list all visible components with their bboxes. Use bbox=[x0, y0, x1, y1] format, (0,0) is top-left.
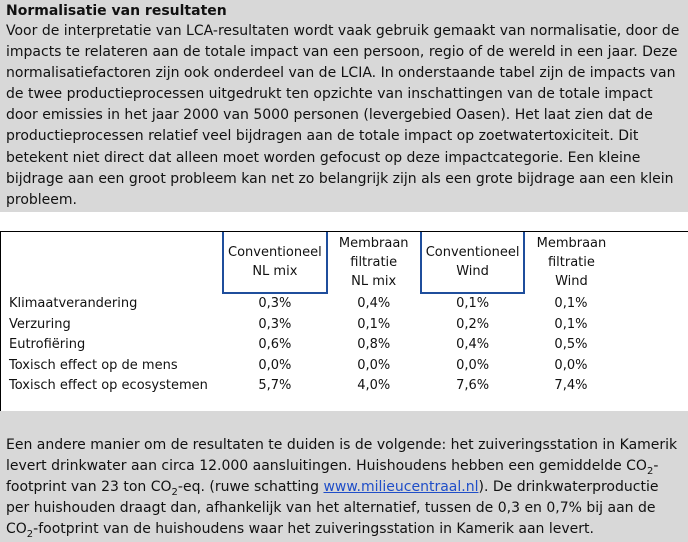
table-cell: 0,5% bbox=[554, 337, 588, 352]
table-cell: 0,0% bbox=[258, 357, 292, 373]
column-header bbox=[421, 232, 525, 293]
footer-text: -eq. (ruwe schatting bbox=[177, 479, 324, 496]
row-label: Eutrofiëring bbox=[9, 337, 86, 352]
table-cell: 0,8% bbox=[357, 337, 391, 352]
table-cell: 0,0% bbox=[554, 357, 588, 373]
footer-text: -footprint van de huishoudens waar het zuiveringsstation in Kamerik aan levert. bbox=[33, 521, 594, 538]
row-label: Toxisch effect op de mens bbox=[9, 357, 178, 373]
table-cell: 0,2% bbox=[456, 316, 490, 332]
table-cell: 7,6% bbox=[456, 378, 490, 393]
table-cell: 0,4% bbox=[357, 295, 391, 311]
footer-text: ). De drinkwaterproductie per huishouden draagt dan, afhankelijk van het alternatief, tussen de 0,3 en 0,7% bij aan de CO bbox=[6, 479, 659, 538]
table-cell: 5,7% bbox=[258, 378, 292, 393]
row-label: Toxisch effect op ecosystemen bbox=[9, 378, 208, 393]
table-row bbox=[7, 356, 617, 377]
normalisation-table bbox=[7, 232, 617, 397]
table-row bbox=[7, 376, 617, 397]
footer-text: Een andere manier om de resultaten te duiden is de volgende: het zuiveringsstation in Kamerik levert drinkwater aan circa 12.000 aansluitingen. Huishoudens hebben een gemiddelde CO bbox=[6, 437, 678, 475]
table-header-row bbox=[7, 232, 617, 293]
row-label: Verzuring bbox=[9, 316, 71, 332]
footer-text: -footprint van 23 ton CO bbox=[6, 458, 659, 496]
table-cell: 0,1% bbox=[554, 316, 588, 332]
column-header-line: Membraan bbox=[536, 236, 607, 251]
table-cell: 0,0% bbox=[357, 357, 391, 373]
column-header-line: NL mix bbox=[351, 274, 397, 289]
table-cell: 0,1% bbox=[554, 295, 588, 311]
subscript-2: 2 bbox=[646, 465, 654, 477]
column-header-line: filtratie bbox=[350, 255, 398, 270]
subscript-2: 2 bbox=[26, 529, 34, 541]
table-cell: 0,3% bbox=[258, 296, 292, 311]
table-cell: 0,0% bbox=[456, 357, 490, 373]
table-cell: 0,6% bbox=[258, 337, 292, 352]
column-header-line: Wind bbox=[555, 274, 588, 289]
column-header-line: Wind bbox=[456, 264, 489, 279]
table-row bbox=[7, 315, 617, 336]
footer-panel bbox=[0, 411, 688, 542]
table-cell: 4,0% bbox=[357, 378, 391, 393]
column-header bbox=[524, 232, 617, 293]
milieucentraal-link[interactable]: www.milieucentraal.nl bbox=[323, 479, 479, 496]
table-cell: 0,4% bbox=[456, 337, 490, 352]
table-row bbox=[7, 335, 617, 356]
column-header bbox=[223, 232, 327, 293]
column-header-line: Conventioneel bbox=[425, 245, 520, 260]
column-header-line: Membraan bbox=[338, 236, 409, 251]
table-cell: 0,1% bbox=[456, 296, 490, 311]
section-title: Normalisatie van resultaten bbox=[6, 3, 227, 19]
table-cell: 7,4% bbox=[554, 378, 588, 393]
header-empty-cell bbox=[7, 232, 223, 293]
table-cell: 0,3% bbox=[258, 316, 292, 332]
footer-paragraph bbox=[6, 435, 682, 540]
intro-paragraph: Voor de interpretatie van LCA-resultaten wordt vaak gebruik gemaakt van normalisatie, door de impacts te relateren aan de totale impact van een persoon, regio of de wereld in een jaar. Deze normalisatiefactoren zijn ook onderdeel van de LCIA. In onderstaande tabel zijn de impacts van de twee productieprocessen uitgedrukt ten opzichte van inschattingen van de totale impact door emissies in het jaar 2000 van 5000 personen (levergebied Oasen). Het laat zien dat de productieprocessen relatief veel bijdragen aan de totale impact op zoetwatertoxiciteit. Dit betekent niet direct dat alleen moet worden gefocust op deze impactcategorie. Een kleine bijdrage aan een groot probleem kan net zo belangrijk zijn als een grote bijdrage aan een klein probleem. bbox=[6, 23, 680, 208]
table-cell: 0,1% bbox=[357, 316, 391, 332]
table-row bbox=[7, 293, 617, 315]
column-header-line: Conventioneel bbox=[228, 245, 322, 260]
row-label: Klimaatverandering bbox=[9, 295, 138, 311]
column-header-line: NL mix bbox=[252, 264, 298, 279]
intro-panel bbox=[0, 0, 688, 212]
column-header-line: filtratie bbox=[547, 255, 595, 270]
subscript-2: 2 bbox=[171, 486, 178, 498]
column-header bbox=[327, 232, 421, 293]
normalisation-table-container bbox=[0, 231, 688, 411]
